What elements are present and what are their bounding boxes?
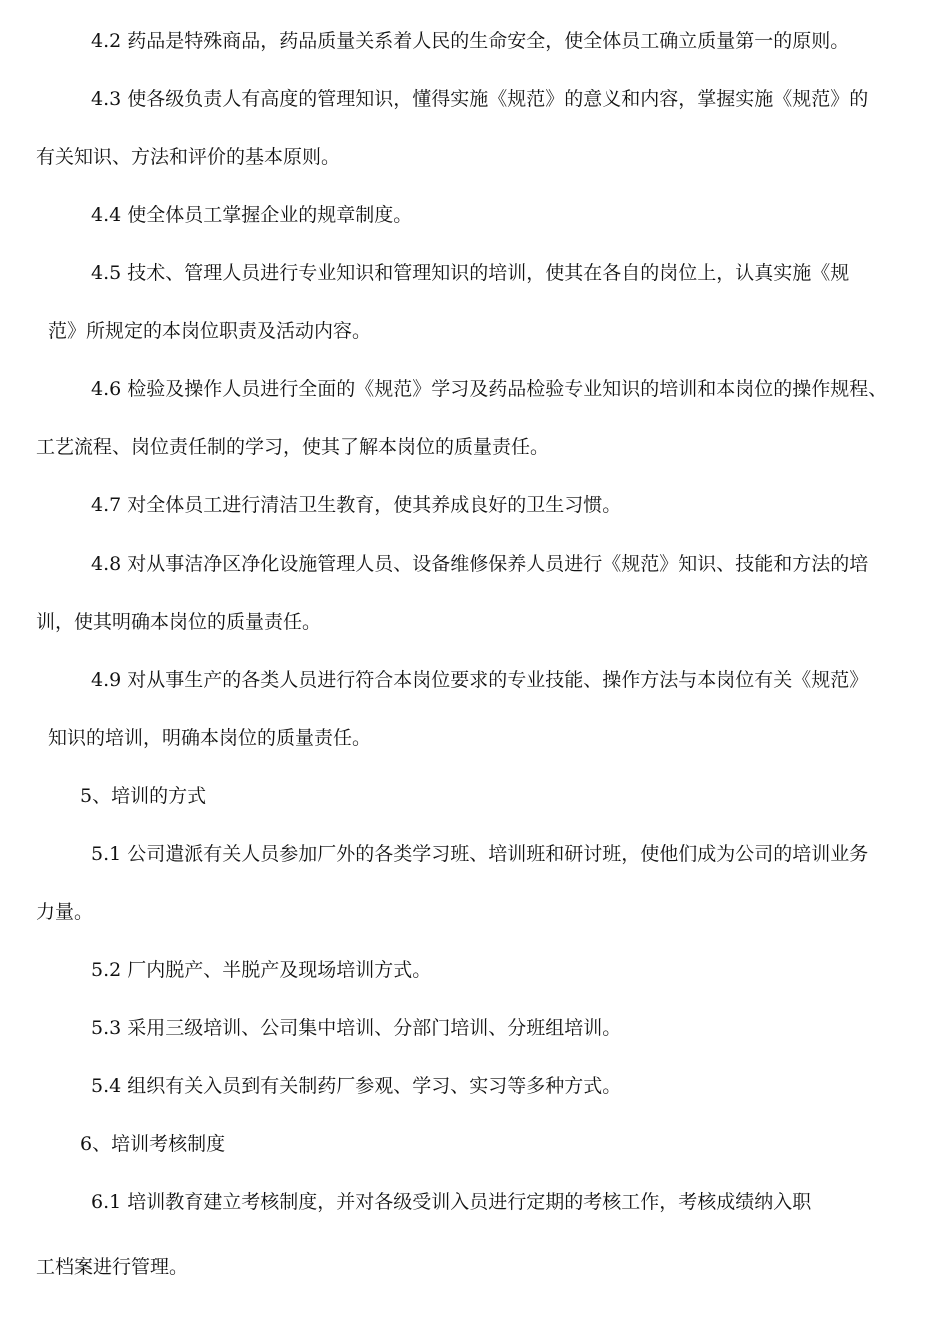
clause-4-8-line-2: 训，使其明确本岗位的质量责任。: [36, 611, 322, 633]
clause-4-8-line-1: 4.8 对从事洁净区净化设施管理人员、设备维修保养人员进行《规范》知识、技能和方法的培: [91, 553, 869, 575]
clause-4-6-line-2: 工艺流程、岗位责任制的学习，使其了解本岗位的质量责任。: [36, 436, 550, 458]
clause-4-9-line-2: 知识的培训，明确本岗位的质量责任。: [48, 727, 372, 749]
clause-5-2-line: 5.2 厂内脱产、半脱产及现场培训方式。: [91, 959, 432, 981]
clause-5-1-line-2: 力量。: [36, 901, 94, 923]
clause-6-1-line-1: 6.1 培训教育建立考核制度，并对各级受训入员进行定期的考核工作，考核成绩纳入职: [91, 1191, 812, 1213]
clause-6-1-line-2: 工档案进行管理。: [36, 1256, 189, 1278]
clause-4-3-line-2: 有关知识、方法和评价的基本原则。: [36, 146, 341, 168]
clause-4-2-line: 4.2 药品是特殊商品，药品质量关系着人民的生命安全，使全体员工确立质量第一的原则。: [91, 30, 850, 52]
clause-4-5-line-2: 范》所规定的本岗位职责及活动内容。: [48, 320, 372, 342]
clause-4-7-line: 4.7 对全体员工进行清洁卫生教育，使其养成良好的卫生习惯。: [91, 494, 622, 516]
clause-4-5-line-1: 4.5 技术、管理人员进行专业知识和管理知识的培训，使其在各自的岗位上，认真实施《规: [91, 262, 850, 284]
clause-5-3-line: 5.3 采用三级培训、公司集中培训、分部门培训、分班组培训。: [91, 1017, 622, 1039]
clause-5-4-line: 5.4 组织有关入员到有关制药厂参观、学习、实习等多种方式。: [91, 1075, 622, 1097]
section-6-heading: 6、培训考核制度: [80, 1133, 226, 1155]
clause-4-9-line-1: 4.9 对从事生产的各类人员进行符合本岗位要求的专业技能、操作方法与本岗位有关《规范》: [91, 669, 869, 691]
clause-5-1-line-1: 5.1 公司遣派有关人员参加厂外的各类学习班、培训班和研讨班，使他们成为公司的培训业务: [91, 843, 869, 865]
section-5-heading: 5、培训的方式: [80, 785, 207, 807]
clause-4-4-line: 4.4 使全体员工掌握企业的规章制度。: [91, 204, 413, 226]
clause-4-3-line-1: 4.3 使各级负责人有高度的管理知识，懂得实施《规范》的意义和内容，掌握实施《规范》的: [91, 88, 869, 110]
clause-4-6-line-1: 4.6 检验及操作人员进行全面的《规范》学习及药品检验专业知识的培训和本岗位的操作规程、: [91, 378, 888, 400]
